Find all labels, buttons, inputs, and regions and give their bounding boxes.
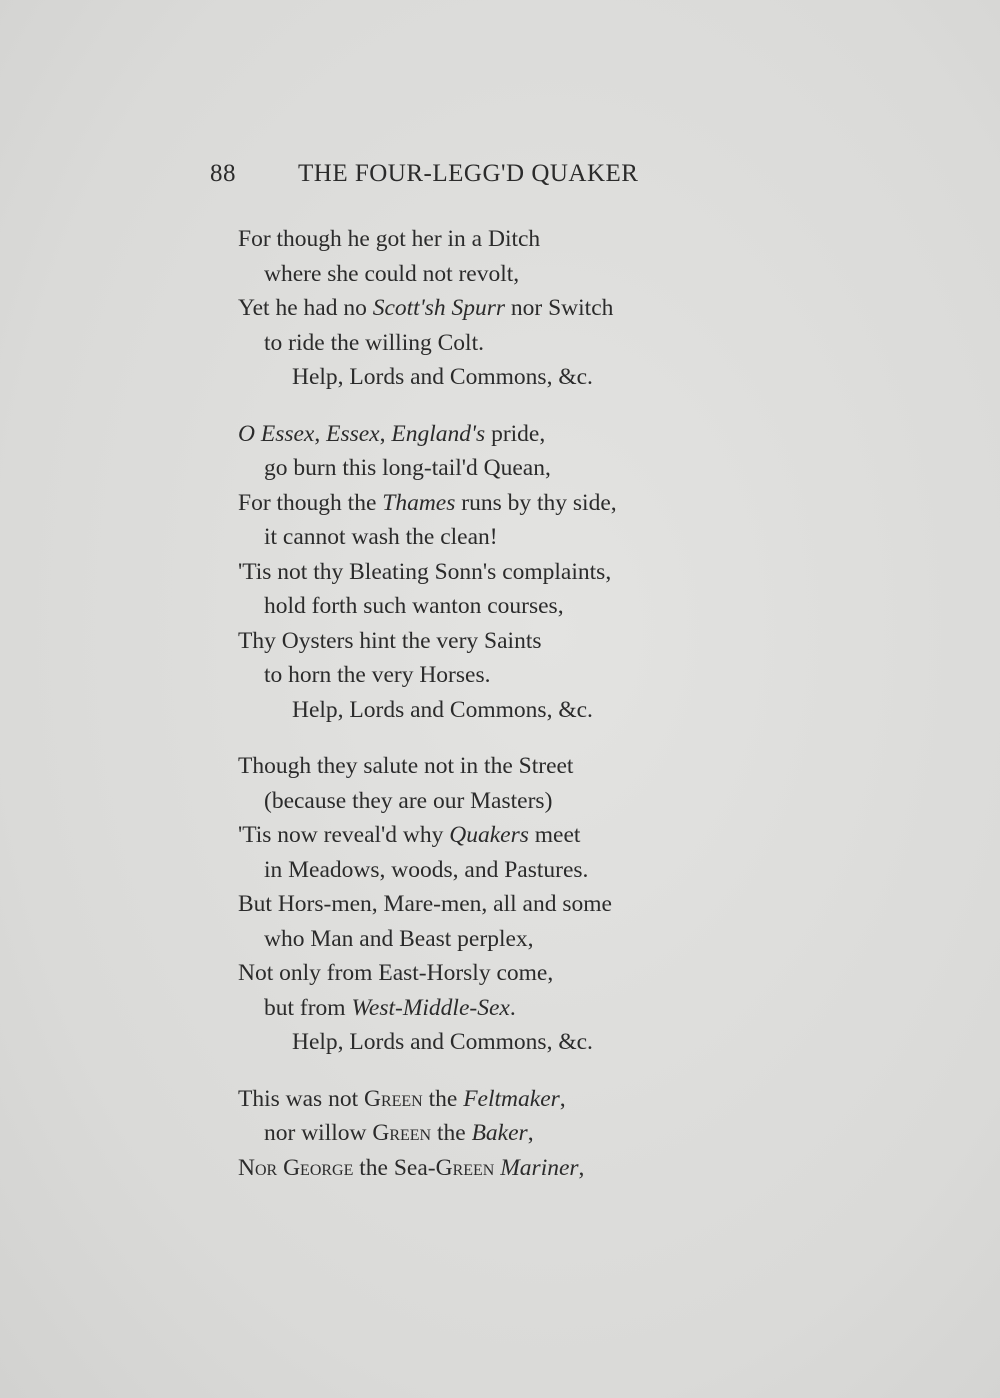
verse-line: [238, 818, 798, 853]
italic-text: Essex: [326, 420, 380, 447]
text-segment: For though he got her in a Ditch: [238, 226, 541, 252]
poem-body: [238, 222, 798, 1207]
text-segment: ,: [559, 1085, 566, 1112]
italic-text: O Essex: [238, 420, 315, 447]
text-segment: nor Switch: [505, 295, 614, 321]
text-segment: Help, Lords and Commons, &c.: [292, 364, 593, 390]
verse-line: [238, 451, 798, 486]
text-segment: hold forth such wanton courses,: [264, 593, 564, 619]
text-segment: to ride the willing Colt.: [264, 329, 484, 356]
text-segment: runs by thy side,: [455, 489, 617, 516]
verse-line: [238, 658, 798, 693]
text-segment: ,: [379, 420, 392, 447]
verse-line: [238, 784, 798, 819]
text-segment: the: [431, 1120, 472, 1146]
verse-line: [238, 520, 798, 555]
stanza: [238, 222, 798, 395]
text-segment: Thy Oysters hint the very Saints: [238, 627, 542, 654]
text-segment: to horn the very Horses.: [264, 662, 491, 688]
italic-text: Quakers: [449, 822, 529, 848]
text-segment: the Sea-: [353, 1154, 436, 1181]
text-segment: Not only from East-Horsly come,: [238, 960, 554, 986]
chorus-line: [238, 360, 798, 395]
text-segment: in Meadows, woods, and Pastures.: [264, 856, 589, 883]
page-number: 88: [210, 160, 236, 187]
text-segment: nor willow: [264, 1120, 373, 1146]
chorus-line: [238, 693, 798, 728]
text-segment: go burn this long-tail'd Quean,: [264, 455, 551, 481]
chorus-line: [238, 1025, 798, 1060]
small-caps-text: Nor George: [238, 1154, 354, 1181]
italic-text: West-Middle-Sex: [351, 994, 510, 1021]
verse-line: [238, 555, 798, 590]
text-segment: ,: [578, 1154, 585, 1181]
italic-text: Scott'sh Spurr: [372, 295, 506, 321]
verse-line: [238, 222, 798, 257]
italic-text: Baker: [471, 1120, 528, 1146]
verse-line: [238, 326, 798, 361]
text-segment: Help, Lords and Commons, &c.: [292, 1029, 593, 1055]
text-segment: This was not: [238, 1085, 364, 1112]
italic-text: Feltmaker: [463, 1085, 560, 1112]
verse-line: [238, 853, 798, 888]
text-segment: .: [509, 994, 516, 1021]
verse-line: [238, 1151, 798, 1186]
verse-line: [238, 749, 798, 784]
italic-text: Thames: [382, 489, 456, 516]
stanza: [238, 749, 798, 1060]
verse-line: [238, 1082, 798, 1117]
italic-text: England's: [391, 420, 486, 447]
small-caps-text: Green: [435, 1154, 495, 1181]
text-segment: ,: [314, 420, 327, 447]
text-segment: Yet he had no: [238, 295, 373, 321]
text-segment: who Man and Beast perplex,: [264, 925, 534, 952]
text-segment: 'Tis now reveal'd why: [238, 822, 450, 848]
text-segment: 'Tis not thy Bleating Sonn's complaints,: [238, 558, 612, 585]
verse-line: [238, 257, 798, 292]
text-segment: where she could not revolt,: [264, 260, 520, 287]
text-segment: meet: [528, 822, 581, 848]
small-caps-text: Green: [372, 1120, 432, 1146]
running-title: THE FOUR-LEGG'D QUAKER: [298, 160, 639, 187]
verse-line: [238, 417, 798, 452]
verse-line: [238, 922, 798, 957]
page-header: [210, 160, 770, 188]
text-segment: Help, Lords and Commons, &c.: [292, 696, 593, 723]
verse-line: [238, 956, 798, 991]
verse-line: [238, 486, 798, 521]
text-segment: but from: [264, 994, 352, 1021]
small-caps-text: Green: [363, 1085, 423, 1112]
text-segment: ,: [527, 1120, 534, 1146]
text-segment: (because they are our Masters): [264, 787, 553, 814]
text-segment: the: [422, 1085, 464, 1112]
stanza: [238, 1082, 798, 1186]
italic-text: Mariner: [500, 1154, 579, 1181]
stanza: [238, 417, 798, 728]
text-segment: Though they salute not in the Street: [238, 753, 574, 779]
text-segment: it cannot wash the clean!: [264, 524, 498, 550]
verse-line: [238, 991, 798, 1026]
verse-line: [238, 624, 798, 659]
verse-line: [238, 1116, 798, 1151]
text-segment: For though the: [238, 489, 383, 516]
text-segment: pride,: [485, 420, 546, 447]
text-segment: But Hors-men, Mare-men, all and some: [238, 891, 612, 917]
verse-line: [238, 887, 798, 922]
verse-line: [238, 291, 798, 326]
verse-line: [238, 589, 798, 624]
